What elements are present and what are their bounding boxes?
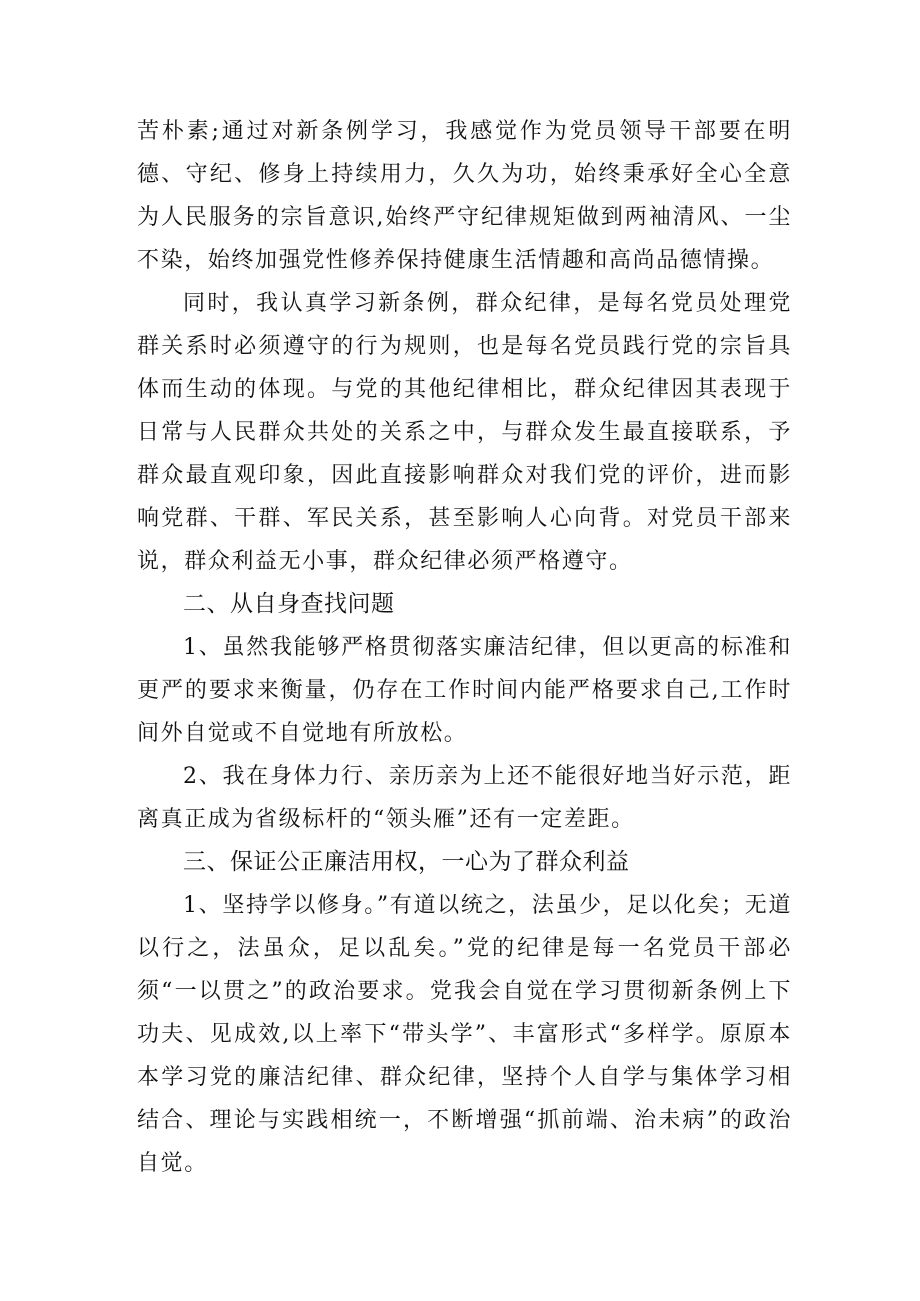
section-heading-3: 三、保证公正廉洁用权，一心为了群众利益: [183, 849, 630, 875]
paragraph-mass-discipline: 同时，我认真学习新条例，群众纪律，是每名党员处理党群关系时必须遵守的行为规则，也是每名党员践行党的宗旨具体而生动的体现。与党的其他纪律相比，群众纪律因其表现于日常与人民群众共处的关系之中，与群众发生最直接联系，予群众最直观印象，因此直接影响群众对我们党的评价，进而影响党群、干群、军民关系，甚至影响人心向背。对党员干部来说，群众利益无小事，群众纪律必须严格遵守。: [137, 291, 792, 574]
document-body: [137, 110, 792, 1185]
section-heading-2: 二、从自身查找问题: [183, 591, 395, 617]
paragraph-continuation: 苦朴素;通过对新条例学习，我感觉作为党员领导干部要在明德、守纪、修身上持续用力，久久为功，始终秉承好全心全意为人民服务的宗旨意识,始终严守纪律规矩做到两袖清风、一尘不染，始终加强党性修养保持健康生活情趣和高尚品德情操。: [137, 119, 792, 273]
paragraph-problem-1: 1、虽然我能够严格贯彻落实廉洁纪律，但以更高的标准和更严的要求来衡量，仍存在工作时间内能严格要求自己,工作时间外自觉或不自觉地有所放松。: [137, 635, 792, 746]
paragraph-measure-1: 1、坚持学以修身。”有道以统之，法虽少，足以化矣；无道以行之，法虽众，足以乱矣。”党的纪律是每一名党员干部必须“一以贯之”的政治要求。党我会自觉在学习贯彻新条例上下功夫、见成效,以上率下“带头学”、丰富形式“多样学。原原本本学习党的廉洁纪律、群众纪律，坚持个人自学与集体学习相结合、理论与实践相统一，不断增强“抓前端、治未病”的政治自觉。: [137, 893, 792, 1176]
paragraph-problem-2: 2、我在身体力行、亲历亲为上还不能很好地当好示范，距离真正成为省级标杆的“领头雁”还有一定差距。: [137, 764, 792, 832]
